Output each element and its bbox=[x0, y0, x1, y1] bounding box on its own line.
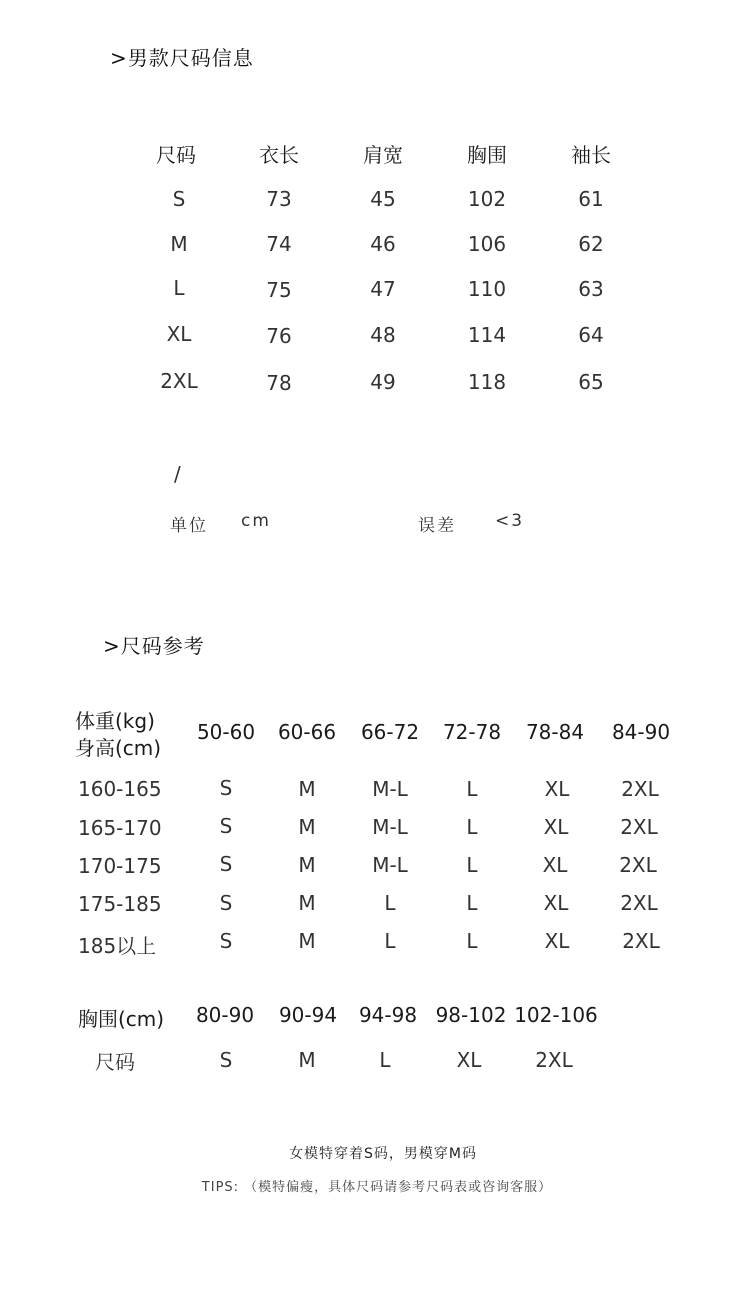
table-cell: 62 bbox=[578, 232, 604, 256]
table-cell: XL bbox=[166, 322, 192, 346]
table-cell: L bbox=[466, 853, 478, 877]
model-note: 女模特穿着S码，男模穿M码 bbox=[289, 1146, 477, 1162]
table-cell: XL bbox=[456, 1048, 482, 1072]
height-label: 185以上 bbox=[78, 934, 157, 958]
header-sleeve: 袖长 bbox=[571, 143, 611, 167]
table-cell: 48 bbox=[370, 323, 396, 347]
size-reference-title: >尺码参考 bbox=[103, 634, 205, 658]
chest-range: 102-106 bbox=[514, 1003, 598, 1027]
header-chest: 胸围 bbox=[467, 143, 507, 167]
table-cell: XL bbox=[543, 815, 569, 839]
table-cell: 75 bbox=[266, 278, 292, 302]
table-cell: M bbox=[298, 853, 316, 877]
chest-range: 80-90 bbox=[195, 1003, 255, 1027]
table-cell: 74 bbox=[266, 232, 292, 256]
table-cell: 2XL bbox=[620, 815, 658, 839]
table-cell: S bbox=[219, 891, 233, 915]
table-cell: 2XL bbox=[535, 1048, 573, 1072]
table-cell: M-L bbox=[372, 777, 408, 801]
table-cell: 63 bbox=[578, 277, 604, 301]
table-cell: M-L bbox=[372, 815, 408, 839]
chest-range: 90-94 bbox=[278, 1003, 338, 1027]
table-cell: 2XL bbox=[160, 369, 198, 393]
table-cell: 110 bbox=[467, 277, 507, 301]
weight-header: 50-60 bbox=[196, 720, 256, 744]
table-cell: L bbox=[466, 891, 478, 915]
table-cell: S bbox=[219, 852, 233, 876]
height-label: 170-175 bbox=[78, 854, 162, 878]
table-cell: M bbox=[298, 815, 316, 839]
table-cell: 2XL bbox=[619, 853, 657, 877]
table-cell: XL bbox=[543, 891, 569, 915]
table-cell: L bbox=[384, 891, 396, 915]
table-cell: 65 bbox=[578, 370, 604, 394]
table-cell: 78 bbox=[266, 371, 292, 395]
table-cell: S bbox=[219, 776, 233, 800]
table-cell: 49 bbox=[370, 370, 396, 394]
table-cell: L bbox=[173, 276, 185, 300]
chest-range: 98-102 bbox=[435, 1003, 507, 1027]
table-cell: L bbox=[384, 929, 396, 953]
header-size: 尺码 bbox=[156, 143, 196, 167]
table-cell: S bbox=[172, 187, 186, 211]
slash-mark: / bbox=[174, 462, 181, 486]
chest-range: 94-98 bbox=[358, 1003, 418, 1027]
table-cell: 106 bbox=[467, 232, 507, 256]
table-cell: M bbox=[298, 1048, 316, 1072]
unit-value: cm bbox=[241, 511, 271, 531]
table-cell: 47 bbox=[370, 277, 396, 301]
table-cell: 102 bbox=[467, 187, 507, 211]
table-cell: 76 bbox=[266, 324, 292, 348]
table-cell: M-L bbox=[372, 853, 408, 877]
table-cell: M bbox=[170, 232, 188, 256]
table-cell: S bbox=[219, 1048, 233, 1072]
table-cell: 2XL bbox=[621, 777, 659, 801]
weight-header: 66-72 bbox=[360, 720, 420, 744]
table-cell: 45 bbox=[370, 187, 396, 211]
tips-note: TIPS: （模特偏瘦，具体尺码请参考尺码表或咨询客服） bbox=[201, 1180, 553, 1195]
table-cell: 64 bbox=[578, 323, 604, 347]
corner-weight-label: 体重(kg) bbox=[75, 709, 155, 733]
table-cell: 46 bbox=[370, 232, 396, 256]
men-size-title: >男款尺码信息 bbox=[110, 46, 254, 70]
table-cell: 2XL bbox=[622, 929, 660, 953]
table-cell: L bbox=[466, 815, 478, 839]
height-label: 175-185 bbox=[78, 892, 162, 916]
table-cell: L bbox=[466, 929, 478, 953]
unit-label: 单位 bbox=[170, 516, 208, 536]
table-cell: 114 bbox=[467, 323, 507, 347]
table-cell: S bbox=[219, 814, 233, 838]
table-cell: 2XL bbox=[620, 891, 658, 915]
chest-label: 胸围(cm) bbox=[78, 1007, 165, 1031]
table-cell: S bbox=[219, 929, 233, 953]
weight-header: 60-66 bbox=[277, 720, 337, 744]
table-cell: M bbox=[298, 929, 316, 953]
table-cell: XL bbox=[544, 777, 570, 801]
weight-header: 84-90 bbox=[611, 720, 671, 744]
table-cell: M bbox=[298, 891, 316, 915]
weight-header: 78-84 bbox=[525, 720, 585, 744]
height-label: 160-165 bbox=[78, 777, 162, 801]
error-label: 误差 bbox=[418, 516, 456, 536]
table-cell: 61 bbox=[578, 187, 604, 211]
table-cell: XL bbox=[542, 853, 568, 877]
height-label: 165-170 bbox=[78, 816, 162, 840]
header-shoulder: 肩宽 bbox=[363, 143, 403, 167]
table-cell: XL bbox=[544, 929, 570, 953]
error-value: <3 bbox=[495, 511, 525, 531]
weight-header: 72-78 bbox=[442, 720, 502, 744]
header-length: 衣长 bbox=[259, 143, 299, 167]
corner-height-label: 身高(cm) bbox=[75, 736, 162, 760]
chest-size-label: 尺码 bbox=[95, 1050, 135, 1074]
table-cell: M bbox=[298, 777, 316, 801]
table-cell: L bbox=[466, 777, 478, 801]
table-cell: L bbox=[379, 1048, 391, 1072]
table-cell: 73 bbox=[266, 187, 292, 211]
table-cell: 118 bbox=[467, 370, 507, 394]
